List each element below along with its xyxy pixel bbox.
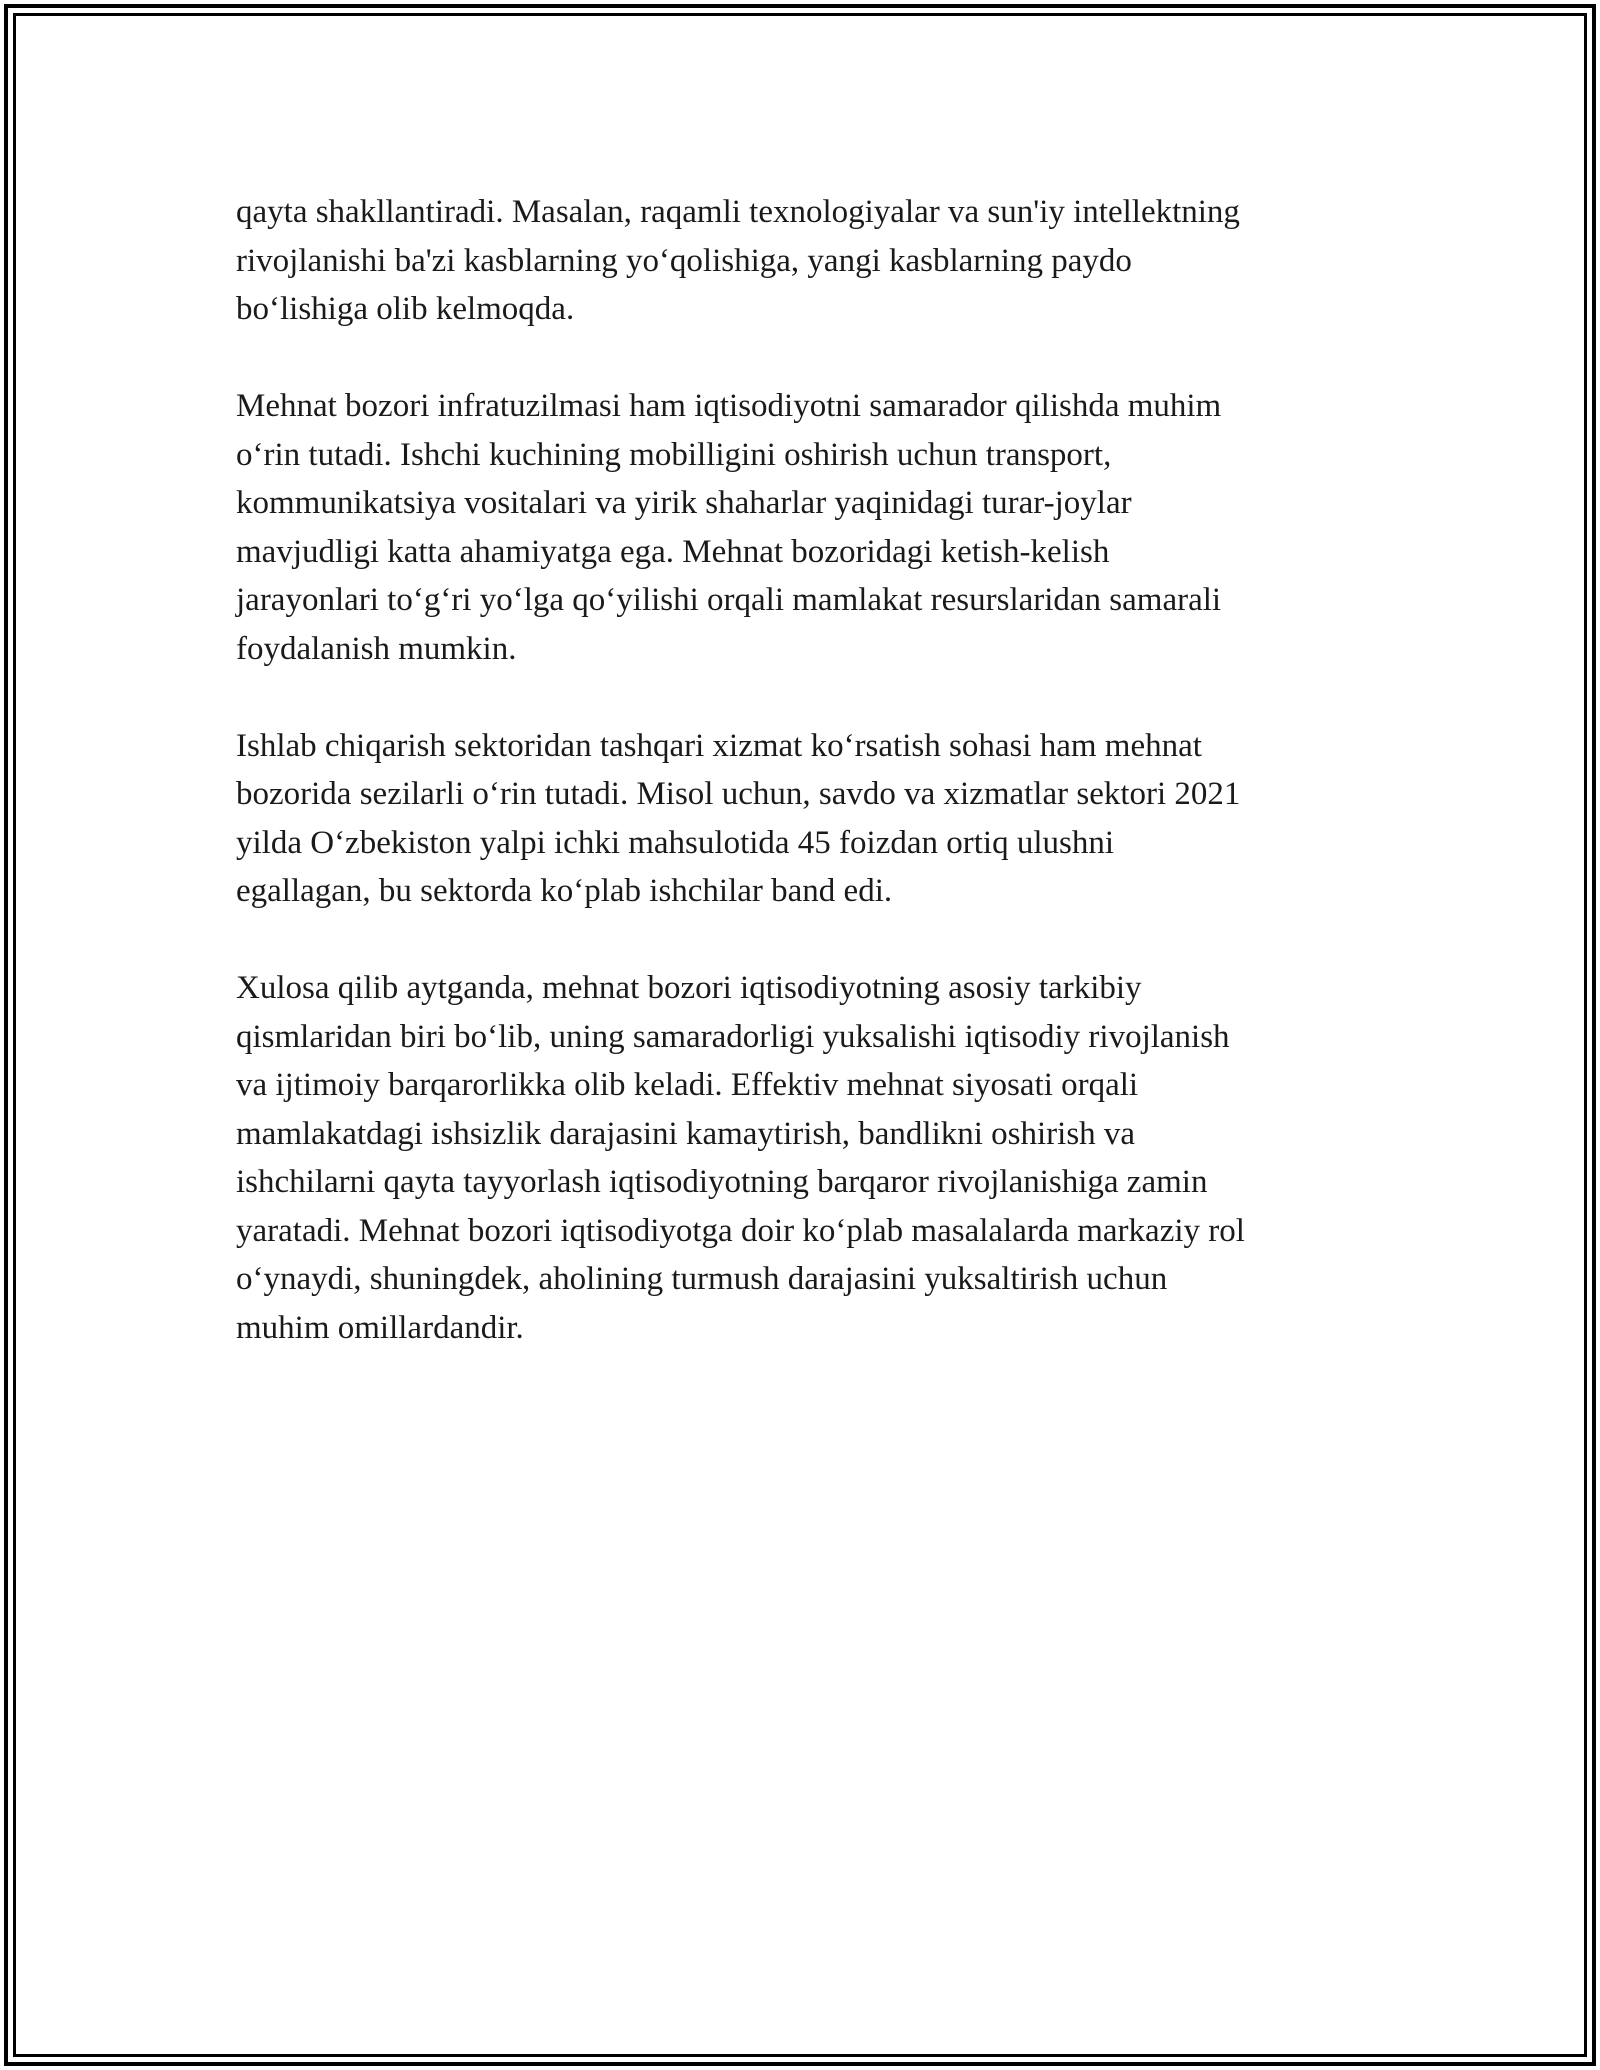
- text-line: bozorida sezilarli o‘rin tutadi. Misol uchun, savdo va xizmatlar sektori 2021: [236, 776, 1241, 812]
- text-line: mamlakatdagi ishsizlik darajasini kamaytirish, bandlikni oshirish va: [236, 1115, 1136, 1152]
- text-line: yaratadi. Mehnat bozori iqtisodiyotga doir ko‘plab masalalarda markaziy rol: [236, 1212, 1245, 1249]
- text-line: Mehnat bozori infratuzilmasi ham iqtisodiyotni samarador qilishda muhim: [236, 388, 1222, 424]
- text-line: Ishlab chiqarish sektoridan tashqari xizmat ko‘rsatish sohasi ham mehnat: [236, 727, 1202, 764]
- text-line: yilda O‘zbekiston yalpi ichki mahsulotida 45 foizdan ortiq ulushni: [236, 824, 1115, 861]
- text-line: kommunikatsiya vositalari va yirik shaharlar yaqinidagi turar-joylar: [236, 485, 1132, 521]
- text-line: bo‘lishiga olib kelmoqda.: [236, 291, 575, 327]
- text-line: muhim omillardandir.: [236, 1309, 524, 1346]
- paragraph-3: [236, 722, 1386, 916]
- text-line: o‘ynaydi, shuningdek, aholining turmush darajasini yuksaltirish uchun: [236, 1261, 1168, 1297]
- text-line: o‘rin tutadi. Ishchi kuchining mobilligini oshirish uchun transport,: [236, 436, 1112, 473]
- text-line: rivojlanishi ba'zi kasblarning yo‘qolishiga, yangi kasblarning paydo: [236, 242, 1132, 279]
- text-line: qismlaridan biri bo‘lib, uning samaradorligi yuksalishi iqtisodiy rivojlanish: [236, 1018, 1230, 1055]
- text-line: jarayonlari to‘g‘ri yo‘lga qo‘yilishi orqali mamlakat resurslaridan samarali: [236, 582, 1222, 618]
- text-line: ishchilarni qayta tayyorlash iqtisodiyotning barqaror rivojlanishiga zamin: [236, 1164, 1208, 1200]
- text-line: egallagan, bu sektorda ko‘plab ishchilar band edi.: [236, 873, 893, 909]
- text-line: foydalanish mumkin.: [236, 630, 517, 667]
- text-line: mavjudligi katta ahamiyatga ega. Mehnat bozoridagi ketish-kelish: [236, 533, 1110, 570]
- paragraph-1: [236, 188, 1386, 334]
- paragraph-4: [236, 964, 1386, 1352]
- document-body: [236, 188, 1386, 1401]
- paragraph-2: [236, 382, 1386, 673]
- text-line: va ijtimoiy barqarorlikka olib keladi. Effektiv mehnat siyosati orqali: [236, 1067, 1139, 1103]
- text-line: Xulosa qilib aytganda, mehnat bozori iqtisodiyotning asosiy tarkibiy: [236, 970, 1142, 1006]
- text-line: qayta shakllantiradi. Masalan, raqamli texnologiyalar va sun'iy intellektning: [236, 194, 1240, 230]
